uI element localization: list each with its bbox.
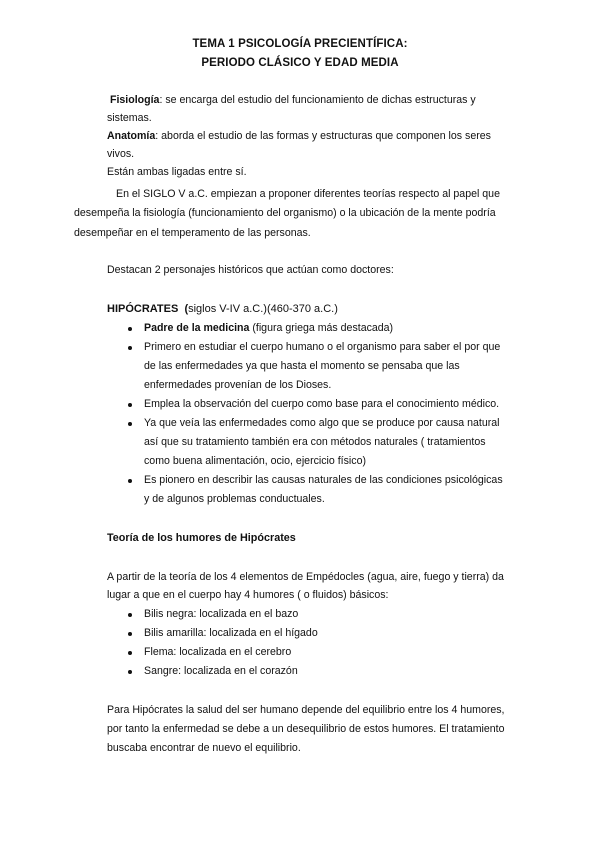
bullet-dot <box>128 670 132 674</box>
hipocrates-bullet-3: Emplea la observación del cuerpo como base para el conocimiento médico. <box>144 398 500 410</box>
bullet-dot <box>128 632 132 636</box>
hipocrates-bullet-5-line-2: y de algunos problemas conductuales. <box>144 493 325 505</box>
humor-item-3: Flema: localizada en el cerebro <box>144 646 292 658</box>
bullet-dot <box>128 422 132 426</box>
padre-medicina: Padre de la medicina <box>144 322 250 334</box>
bullet-dot <box>128 613 132 617</box>
anatomia-text: : aborda el estudio de las formas y estructuras que componen los seres <box>155 130 491 142</box>
hipocrates-bullet-1 <box>144 322 393 335</box>
salud-paragraph-line-3: buscaba encontrar de nuevo el equilibrio. <box>107 742 301 754</box>
hipocrates-bullet-2-line-1: Primero en estudiar el cuerpo humano o el organismo para saber el por que <box>144 341 501 353</box>
bullet-dot <box>128 327 132 331</box>
salud-paragraph-line-1: Para Hipócrates la salud del ser humano depende del equilibrio entre los 4 humores, <box>107 704 505 716</box>
hipocrates-paren: ( <box>184 303 189 315</box>
fisiologia-text: : se encarga del estudio del funcionamiento de dichas estructuras y <box>159 94 476 106</box>
ligadas-text: Están ambas ligadas entre sí. <box>107 166 247 178</box>
bullet-dot <box>128 479 132 483</box>
siglo-paragraph-line-1: En el SIGLO V a.C. empiezan a proponer diferentes teorías respecto al papel que <box>116 188 500 200</box>
anatomia-definition <box>107 130 491 143</box>
hipocrates-bullet-4-line-2: así que su tratamiento también era con métodos naturales ( tratamientos <box>144 436 486 448</box>
hipocrates-heading <box>107 303 338 316</box>
hipocrates-name: HIPÓCRATES <box>107 303 179 315</box>
page-title-line-1: TEMA 1 PSICOLOGÍA PRECIENTÍFICA: <box>192 38 408 50</box>
fisiologia-definition <box>110 94 476 107</box>
destacan-text: Destacan 2 personajes históricos que actúan como doctores: <box>107 264 394 276</box>
hipocrates-dates: siglos V-IV a.C.)(460-370 a.C.) <box>188 303 338 315</box>
hipocrates-bullet-5-line-1: Es pionero en describir las causas naturales de las condiciones psicológicas <box>144 474 503 486</box>
siglo-paragraph-line-2: desempeña la fisiología (funcionamiento del organismo) o la ubicación de la mente podría <box>74 207 496 219</box>
anatomia-term: Anatomía <box>107 130 156 142</box>
humor-item-4: Sangre: localizada en el corazón <box>144 665 298 677</box>
salud-paragraph-line-2: por tanto la enfermedad se debe a un desequilibrio de estos humores. El tratamiento <box>107 723 505 735</box>
bullet-dot <box>128 403 132 407</box>
fisiologia-term: Fisiología <box>110 94 160 106</box>
humores-paragraph-line-1: A partir de la teoría de los 4 elementos de Empédocles (agua, aire, fuego y tierra) da <box>107 571 504 583</box>
siglo-paragraph-line-3: desempeñar en el temperamento de las personas. <box>74 227 311 239</box>
anatomia-text-cont: vivos. <box>107 148 135 160</box>
humor-item-1: Bilis negra: localizada en el bazo <box>144 608 299 620</box>
hipocrates-bullet-2-line-2: de las enfermedades ya que hasta el momento se pensaba que las <box>144 360 460 372</box>
padre-medicina-rest: (figura griega más destacada) <box>249 322 394 334</box>
page-title-line-2: PERIODO CLÁSICO Y EDAD MEDIA <box>201 57 399 69</box>
humor-item-2: Bilis amarilla: localizada en el hígado <box>144 627 318 639</box>
humores-paragraph-line-2: lugar a que en el cuerpo hay 4 humores ( o fluidos) básicos: <box>107 589 389 601</box>
hipocrates-bullet-4-line-1: Ya que veía las enfermedades como algo que se produce por causa natural <box>144 417 500 429</box>
fisiologia-text-cont: sistemas. <box>107 112 152 124</box>
hipocrates-bullet-2-line-3: enfermedades provenían de los Dioses. <box>144 379 332 391</box>
bullet-dot <box>128 346 132 350</box>
humores-heading: Teoría de los humores de Hipócrates <box>107 532 296 544</box>
bullet-dot <box>128 651 132 655</box>
hipocrates-bullet-4-line-3: como buena alimentación, ocio, ejercicio físico) <box>144 455 366 467</box>
